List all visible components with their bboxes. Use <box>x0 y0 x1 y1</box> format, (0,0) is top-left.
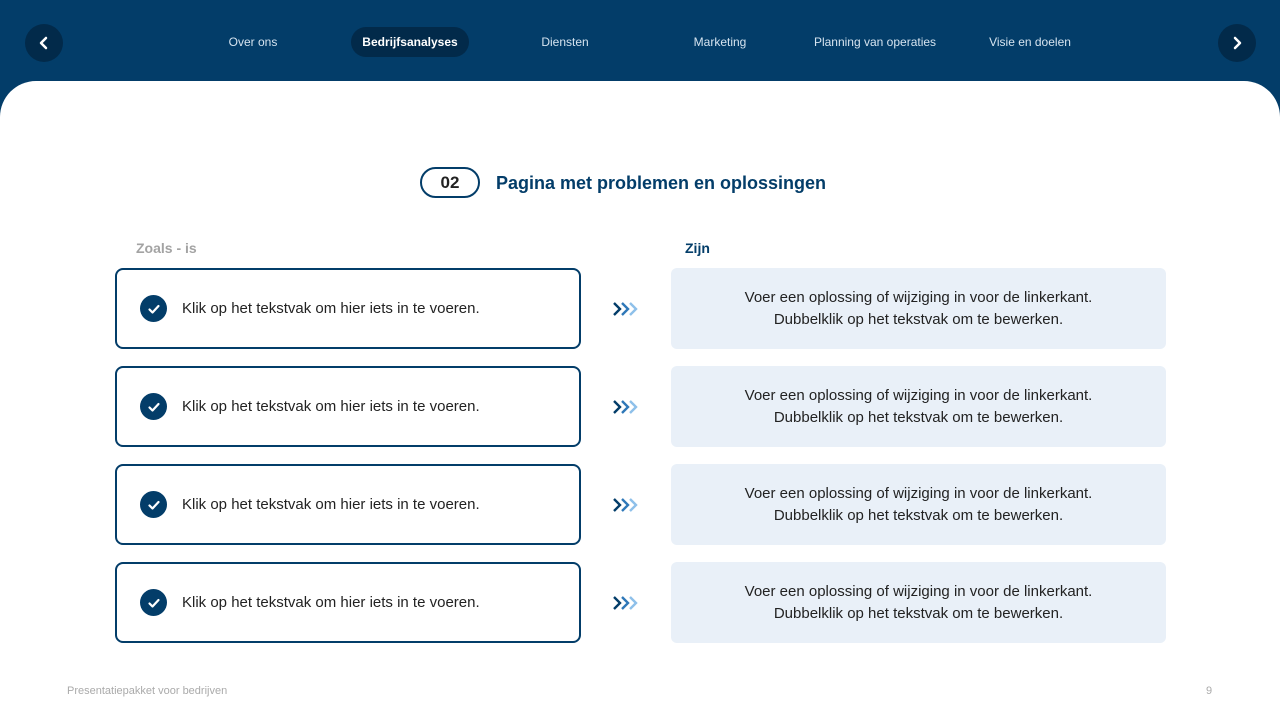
triple-chevron-right-icon <box>611 300 641 318</box>
solution-text-line2: Dubbelklik op het tekstvak om te bewerken. <box>773 310 1064 328</box>
section-number: 02 <box>420 167 480 198</box>
chevron-left-icon <box>37 36 51 50</box>
column-header-future: Zijn <box>685 240 710 256</box>
tab-planning-van-operaties[interactable]: Planning van operaties <box>813 35 937 49</box>
solution-text-line1: Voer een oplossing of wijziging in voor de linkerkant. <box>744 484 1093 502</box>
tab-diensten[interactable]: Diensten <box>541 35 589 49</box>
problem-text: Klik op het tekstvak om hier iets in te voeren. <box>182 496 480 513</box>
problem-text: Klik op het tekstvak om hier iets in te voeren. <box>182 594 480 611</box>
triple-chevron-right-icon <box>611 496 641 514</box>
solution-text-line2: Dubbelklik op het tekstvak om te bewerken. <box>773 408 1064 426</box>
check-circle-icon <box>140 393 167 420</box>
page-title: Pagina met problemen en oplossingen <box>496 173 827 193</box>
footer-text: Presentatiepakket voor bedrijven <box>67 685 228 697</box>
solution-textbox[interactable] <box>671 268 1166 349</box>
page-number: 9 <box>1206 685 1213 697</box>
check-circle-icon <box>140 589 167 616</box>
problem-textbox[interactable] <box>115 562 581 643</box>
check-circle-icon <box>140 491 167 518</box>
tab-marketing[interactable]: Marketing <box>693 35 747 49</box>
tab-bedrijfsanalyses[interactable]: Bedrijfsanalyses <box>351 27 469 57</box>
column-header-current: Zoals - is <box>136 240 197 256</box>
previous-button[interactable] <box>25 24 63 62</box>
tab-over-ons[interactable]: Over ons <box>228 35 278 49</box>
slide-content <box>0 81 1280 720</box>
solution-text-line2: Dubbelklik op het tekstvak om te bewerken. <box>773 506 1064 524</box>
solution-textbox[interactable] <box>671 562 1166 643</box>
next-button[interactable] <box>1218 24 1256 62</box>
top-navigation <box>0 0 1280 90</box>
tab-visie-en-doelen[interactable]: Visie en doelen <box>989 35 1071 49</box>
problem-text: Klik op het tekstvak om hier iets in te voeren. <box>182 398 480 415</box>
check-circle-icon <box>140 295 167 322</box>
solution-textbox[interactable] <box>671 366 1166 447</box>
solution-text-line1: Voer een oplossing of wijziging in voor de linkerkant. <box>744 582 1093 600</box>
chevron-right-icon <box>1230 36 1244 50</box>
triple-chevron-right-icon <box>611 398 641 416</box>
solution-text-line2: Dubbelklik op het tekstvak om te bewerken. <box>773 604 1064 622</box>
problem-textbox[interactable] <box>115 464 581 545</box>
solution-textbox[interactable] <box>671 464 1166 545</box>
solution-text-line1: Voer een oplossing of wijziging in voor de linkerkant. <box>744 386 1093 404</box>
problem-textbox[interactable] <box>115 268 581 349</box>
problem-text: Klik op het tekstvak om hier iets in te voeren. <box>182 300 480 317</box>
problem-textbox[interactable] <box>115 366 581 447</box>
solution-text-line1: Voer een oplossing of wijziging in voor de linkerkant. <box>744 288 1093 306</box>
triple-chevron-right-icon <box>611 594 641 612</box>
